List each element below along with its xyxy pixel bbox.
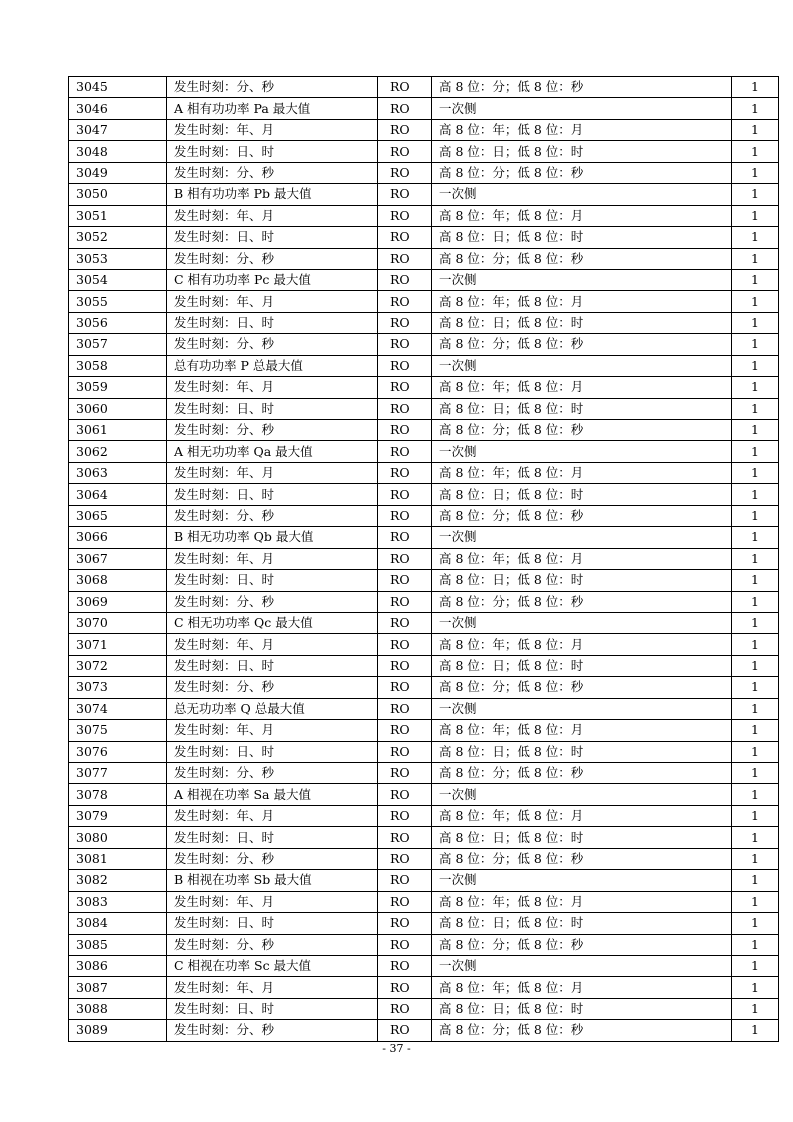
register-name-cell: A 相无功功率 Qa 最大值 [167, 441, 378, 462]
access-mode-cell: RO [378, 227, 432, 248]
register-length-cell: 1 [732, 548, 779, 569]
register-address-cell: 3054 [69, 269, 167, 290]
access-mode-cell: RO [378, 334, 432, 355]
access-mode-cell: RO [378, 441, 432, 462]
register-description-cell: 一次侧 [432, 269, 732, 290]
register-name-cell: 发生时刻：分、秒 [167, 848, 378, 869]
register-length-cell: 1 [732, 527, 779, 548]
register-length-cell: 1 [732, 720, 779, 741]
register-description-cell: 高 8 位：日；低 8 位：时 [432, 312, 732, 333]
table-row [69, 570, 779, 591]
register-description-cell: 高 8 位：年；低 8 位：月 [432, 291, 732, 312]
register-name-cell: 发生时刻：年、月 [167, 205, 378, 226]
register-description-cell: 高 8 位：日；低 8 位：时 [432, 227, 732, 248]
register-name-cell: 发生时刻：日、时 [167, 141, 378, 162]
register-length-cell: 1 [732, 355, 779, 376]
register-length-cell: 1 [732, 827, 779, 848]
table-row [69, 548, 779, 569]
register-address-cell: 3079 [69, 805, 167, 826]
register-description-cell: 高 8 位：年；低 8 位：月 [432, 720, 732, 741]
register-length-cell: 1 [732, 377, 779, 398]
register-name-cell: A 相视在功率 Sa 最大值 [167, 784, 378, 805]
register-description-cell: 高 8 位：分；低 8 位：秒 [432, 1020, 732, 1041]
table-row [69, 334, 779, 355]
register-address-cell: 3067 [69, 548, 167, 569]
register-description-cell: 高 8 位：分；低 8 位：秒 [432, 591, 732, 612]
register-length-cell: 1 [732, 227, 779, 248]
register-name-cell: 发生时刻：分、秒 [167, 677, 378, 698]
access-mode-cell: RO [378, 720, 432, 741]
register-name-cell: 发生时刻：日、时 [167, 227, 378, 248]
register-name-cell: 发生时刻：年、月 [167, 977, 378, 998]
register-length-cell: 1 [732, 698, 779, 719]
register-table-body [69, 77, 779, 1042]
register-length-cell: 1 [732, 505, 779, 526]
register-description-cell: 高 8 位：日；低 8 位：时 [432, 998, 732, 1019]
register-name-cell: C 相视在功率 Sc 最大值 [167, 955, 378, 976]
register-address-cell: 3088 [69, 998, 167, 1019]
register-description-cell: 高 8 位：日；低 8 位：时 [432, 913, 732, 934]
register-description-cell: 高 8 位：年；低 8 位：月 [432, 377, 732, 398]
register-address-cell: 3063 [69, 462, 167, 483]
table-row [69, 441, 779, 462]
access-mode-cell: RO [378, 505, 432, 526]
access-mode-cell: RO [378, 162, 432, 183]
register-description-cell: 高 8 位：分；低 8 位：秒 [432, 677, 732, 698]
register-name-cell: 发生时刻：年、月 [167, 634, 378, 655]
register-description-cell: 一次侧 [432, 698, 732, 719]
table-row [69, 77, 779, 98]
register-length-cell: 1 [732, 269, 779, 290]
register-address-cell: 3052 [69, 227, 167, 248]
register-address-cell: 3061 [69, 420, 167, 441]
access-mode-cell: RO [378, 184, 432, 205]
table-row [69, 484, 779, 505]
table-row [69, 913, 779, 934]
access-mode-cell: RO [378, 998, 432, 1019]
register-name-cell: 发生时刻：年、月 [167, 462, 378, 483]
register-name-cell: 发生时刻：分、秒 [167, 334, 378, 355]
table-row [69, 848, 779, 869]
table-row [69, 827, 779, 848]
register-length-cell: 1 [732, 98, 779, 119]
register-name-cell: 发生时刻：分、秒 [167, 505, 378, 526]
register-description-cell: 高 8 位：分；低 8 位：秒 [432, 505, 732, 526]
access-mode-cell: RO [378, 377, 432, 398]
register-description-cell: 高 8 位：分；低 8 位：秒 [432, 848, 732, 869]
table-row [69, 720, 779, 741]
access-mode-cell: RO [378, 913, 432, 934]
register-address-cell: 3057 [69, 334, 167, 355]
register-length-cell: 1 [732, 655, 779, 676]
register-description-cell: 高 8 位：分；低 8 位：秒 [432, 763, 732, 784]
register-address-cell: 3050 [69, 184, 167, 205]
access-mode-cell: RO [378, 870, 432, 891]
register-name-cell: 发生时刻：年、月 [167, 805, 378, 826]
register-address-cell: 3086 [69, 955, 167, 976]
register-name-cell: 发生时刻：日、时 [167, 655, 378, 676]
register-address-cell: 3083 [69, 891, 167, 912]
table-row [69, 119, 779, 140]
access-mode-cell: RO [378, 98, 432, 119]
register-address-cell: 3049 [69, 162, 167, 183]
table-row [69, 934, 779, 955]
register-length-cell: 1 [732, 612, 779, 633]
register-name-cell: 发生时刻：分、秒 [167, 1020, 378, 1041]
register-description-cell: 高 8 位：年；低 8 位：月 [432, 205, 732, 226]
table-row [69, 741, 779, 762]
register-description-cell: 高 8 位：分；低 8 位：秒 [432, 420, 732, 441]
register-name-cell: 发生时刻：分、秒 [167, 162, 378, 183]
access-mode-cell: RO [378, 527, 432, 548]
register-length-cell: 1 [732, 570, 779, 591]
register-length-cell: 1 [732, 677, 779, 698]
register-description-cell: 高 8 位：分；低 8 位：秒 [432, 334, 732, 355]
register-length-cell: 1 [732, 119, 779, 140]
register-name-cell: 发生时刻：分、秒 [167, 934, 378, 955]
register-description-cell: 高 8 位：年；低 8 位：月 [432, 977, 732, 998]
register-length-cell: 1 [732, 398, 779, 419]
register-description-cell: 高 8 位：分；低 8 位：秒 [432, 162, 732, 183]
register-address-cell: 3080 [69, 827, 167, 848]
register-name-cell: 总有功功率 P 总最大值 [167, 355, 378, 376]
register-description-cell: 一次侧 [432, 784, 732, 805]
table-row [69, 269, 779, 290]
access-mode-cell: RO [378, 698, 432, 719]
table-row [69, 591, 779, 612]
register-description-cell: 高 8 位：年；低 8 位：月 [432, 891, 732, 912]
register-name-cell: B 相无功功率 Qb 最大值 [167, 527, 378, 548]
register-address-cell: 3045 [69, 77, 167, 98]
register-description-cell: 高 8 位：日；低 8 位：时 [432, 827, 732, 848]
access-mode-cell: RO [378, 677, 432, 698]
register-description-cell: 一次侧 [432, 98, 732, 119]
register-length-cell: 1 [732, 913, 779, 934]
register-address-cell: 3069 [69, 591, 167, 612]
register-address-cell: 3058 [69, 355, 167, 376]
register-address-cell: 3073 [69, 677, 167, 698]
register-description-cell: 一次侧 [432, 527, 732, 548]
register-name-cell: C 相无功功率 Qc 最大值 [167, 612, 378, 633]
register-name-cell: 发生时刻：年、月 [167, 548, 378, 569]
access-mode-cell: RO [378, 827, 432, 848]
register-address-cell: 3060 [69, 398, 167, 419]
register-description-cell: 高 8 位：分；低 8 位：秒 [432, 77, 732, 98]
register-length-cell: 1 [732, 591, 779, 612]
register-description-cell: 高 8 位：分；低 8 位：秒 [432, 248, 732, 269]
register-address-cell: 3085 [69, 934, 167, 955]
register-address-cell: 3053 [69, 248, 167, 269]
register-length-cell: 1 [732, 934, 779, 955]
access-mode-cell: RO [378, 763, 432, 784]
register-length-cell: 1 [732, 870, 779, 891]
access-mode-cell: RO [378, 655, 432, 676]
table-row [69, 677, 779, 698]
table-row [69, 141, 779, 162]
access-mode-cell: RO [378, 891, 432, 912]
access-mode-cell: RO [378, 977, 432, 998]
table-row [69, 462, 779, 483]
access-mode-cell: RO [378, 548, 432, 569]
register-description-cell: 高 8 位：日；低 8 位：时 [432, 141, 732, 162]
table-row [69, 763, 779, 784]
table-row [69, 891, 779, 912]
register-length-cell: 1 [732, 784, 779, 805]
access-mode-cell: RO [378, 784, 432, 805]
access-mode-cell: RO [378, 355, 432, 376]
register-length-cell: 1 [732, 205, 779, 226]
table-row [69, 655, 779, 676]
table-row [69, 805, 779, 826]
access-mode-cell: RO [378, 741, 432, 762]
access-mode-cell: RO [378, 312, 432, 333]
register-name-cell: 发生时刻：年、月 [167, 291, 378, 312]
register-length-cell: 1 [732, 184, 779, 205]
register-address-cell: 3077 [69, 763, 167, 784]
register-description-cell: 高 8 位：日；低 8 位：时 [432, 655, 732, 676]
table-row [69, 998, 779, 1019]
register-address-cell: 3066 [69, 527, 167, 548]
register-description-cell: 一次侧 [432, 441, 732, 462]
register-name-cell: 发生时刻：日、时 [167, 741, 378, 762]
register-length-cell: 1 [732, 955, 779, 976]
register-length-cell: 1 [732, 334, 779, 355]
table-row [69, 248, 779, 269]
register-name-cell: 发生时刻：年、月 [167, 377, 378, 398]
register-name-cell: 发生时刻：日、时 [167, 312, 378, 333]
table-row [69, 612, 779, 633]
register-description-cell: 一次侧 [432, 184, 732, 205]
register-name-cell: 发生时刻：日、时 [167, 398, 378, 419]
register-length-cell: 1 [732, 248, 779, 269]
register-address-cell: 3068 [69, 570, 167, 591]
access-mode-cell: RO [378, 848, 432, 869]
register-name-cell: 发生时刻：年、月 [167, 891, 378, 912]
register-name-cell: 发生时刻：日、时 [167, 484, 378, 505]
table-row [69, 698, 779, 719]
register-name-cell: 发生时刻：分、秒 [167, 248, 378, 269]
register-address-cell: 3087 [69, 977, 167, 998]
register-name-cell: B 相有功功率 Pb 最大值 [167, 184, 378, 205]
register-name-cell: 发生时刻：分、秒 [167, 77, 378, 98]
register-name-cell: 总无功功率 Q 总最大值 [167, 698, 378, 719]
table-row [69, 98, 779, 119]
access-mode-cell: RO [378, 484, 432, 505]
register-name-cell: 发生时刻：分、秒 [167, 763, 378, 784]
register-address-cell: 3075 [69, 720, 167, 741]
register-name-cell: 发生时刻：年、月 [167, 720, 378, 741]
register-length-cell: 1 [732, 998, 779, 1019]
register-description-cell: 高 8 位：日；低 8 位：时 [432, 741, 732, 762]
table-row [69, 870, 779, 891]
register-address-cell: 3059 [69, 377, 167, 398]
register-address-cell: 3076 [69, 741, 167, 762]
register-address-cell: 3051 [69, 205, 167, 226]
register-name-cell: B 相视在功率 Sb 最大值 [167, 870, 378, 891]
access-mode-cell: RO [378, 612, 432, 633]
register-address-cell: 3081 [69, 848, 167, 869]
register-description-cell: 高 8 位：年；低 8 位：月 [432, 119, 732, 140]
register-address-cell: 3084 [69, 913, 167, 934]
register-description-cell: 一次侧 [432, 870, 732, 891]
register-description-cell: 一次侧 [432, 355, 732, 376]
register-name-cell: 发生时刻：年、月 [167, 119, 378, 140]
table-row [69, 377, 779, 398]
register-length-cell: 1 [732, 1020, 779, 1041]
access-mode-cell: RO [378, 141, 432, 162]
register-address-cell: 3082 [69, 870, 167, 891]
register-name-cell: C 相有功功率 Pc 最大值 [167, 269, 378, 290]
access-mode-cell: RO [378, 398, 432, 419]
register-address-cell: 3089 [69, 1020, 167, 1041]
table-row [69, 505, 779, 526]
access-mode-cell: RO [378, 1020, 432, 1041]
register-length-cell: 1 [732, 420, 779, 441]
access-mode-cell: RO [378, 291, 432, 312]
register-length-cell: 1 [732, 141, 779, 162]
register-length-cell: 1 [732, 462, 779, 483]
register-name-cell: A 相有功功率 Pa 最大值 [167, 98, 378, 119]
access-mode-cell: RO [378, 462, 432, 483]
register-length-cell: 1 [732, 848, 779, 869]
register-length-cell: 1 [732, 741, 779, 762]
register-address-cell: 3078 [69, 784, 167, 805]
table-row [69, 955, 779, 976]
table-row [69, 205, 779, 226]
access-mode-cell: RO [378, 269, 432, 290]
register-address-cell: 3064 [69, 484, 167, 505]
register-address-cell: 3046 [69, 98, 167, 119]
access-mode-cell: RO [378, 805, 432, 826]
page-number: - 37 - [382, 1042, 411, 1055]
register-name-cell: 发生时刻：分、秒 [167, 591, 378, 612]
register-address-cell: 3065 [69, 505, 167, 526]
table-row [69, 977, 779, 998]
access-mode-cell: RO [378, 205, 432, 226]
register-name-cell: 发生时刻：分、秒 [167, 420, 378, 441]
table-row [69, 355, 779, 376]
register-length-cell: 1 [732, 312, 779, 333]
register-length-cell: 1 [732, 162, 779, 183]
register-description-cell: 一次侧 [432, 612, 732, 633]
table-row [69, 398, 779, 419]
register-description-cell: 高 8 位：年；低 8 位：月 [432, 462, 732, 483]
register-length-cell: 1 [732, 977, 779, 998]
table-row [69, 312, 779, 333]
register-address-cell: 3071 [69, 634, 167, 655]
register-name-cell: 发生时刻：日、时 [167, 570, 378, 591]
access-mode-cell: RO [378, 955, 432, 976]
register-address-cell: 3048 [69, 141, 167, 162]
register-description-cell: 高 8 位：年；低 8 位：月 [432, 634, 732, 655]
register-description-cell: 高 8 位：日；低 8 位：时 [432, 570, 732, 591]
register-description-cell: 一次侧 [432, 955, 732, 976]
access-mode-cell: RO [378, 634, 432, 655]
register-description-cell: 高 8 位：分；低 8 位：秒 [432, 934, 732, 955]
register-description-cell: 高 8 位：日；低 8 位：时 [432, 398, 732, 419]
register-address-cell: 3074 [69, 698, 167, 719]
register-length-cell: 1 [732, 634, 779, 655]
register-length-cell: 1 [732, 77, 779, 98]
register-description-cell: 高 8 位：日；低 8 位：时 [432, 484, 732, 505]
register-address-cell: 3056 [69, 312, 167, 333]
table-row [69, 634, 779, 655]
register-length-cell: 1 [732, 291, 779, 312]
register-address-cell: 3062 [69, 441, 167, 462]
table-row [69, 291, 779, 312]
table-row [69, 184, 779, 205]
register-length-cell: 1 [732, 441, 779, 462]
register-address-cell: 3055 [69, 291, 167, 312]
register-length-cell: 1 [732, 891, 779, 912]
table-row [69, 420, 779, 441]
register-name-cell: 发生时刻：日、时 [167, 998, 378, 1019]
access-mode-cell: RO [378, 248, 432, 269]
register-address-cell: 3070 [69, 612, 167, 633]
register-length-cell: 1 [732, 805, 779, 826]
register-name-cell: 发生时刻：日、时 [167, 827, 378, 848]
table-row [69, 227, 779, 248]
register-description-cell: 高 8 位：年；低 8 位：月 [432, 548, 732, 569]
access-mode-cell: RO [378, 934, 432, 955]
register-address-cell: 3072 [69, 655, 167, 676]
access-mode-cell: RO [378, 591, 432, 612]
access-mode-cell: RO [378, 570, 432, 591]
access-mode-cell: RO [378, 119, 432, 140]
register-description-cell: 高 8 位：年；低 8 位：月 [432, 805, 732, 826]
register-table [68, 76, 779, 1042]
table-row [69, 162, 779, 183]
register-length-cell: 1 [732, 484, 779, 505]
table-row [69, 527, 779, 548]
register-address-cell: 3047 [69, 119, 167, 140]
access-mode-cell: RO [378, 77, 432, 98]
register-length-cell: 1 [732, 763, 779, 784]
table-row [69, 1020, 779, 1041]
table-row [69, 784, 779, 805]
register-name-cell: 发生时刻：日、时 [167, 913, 378, 934]
access-mode-cell: RO [378, 420, 432, 441]
